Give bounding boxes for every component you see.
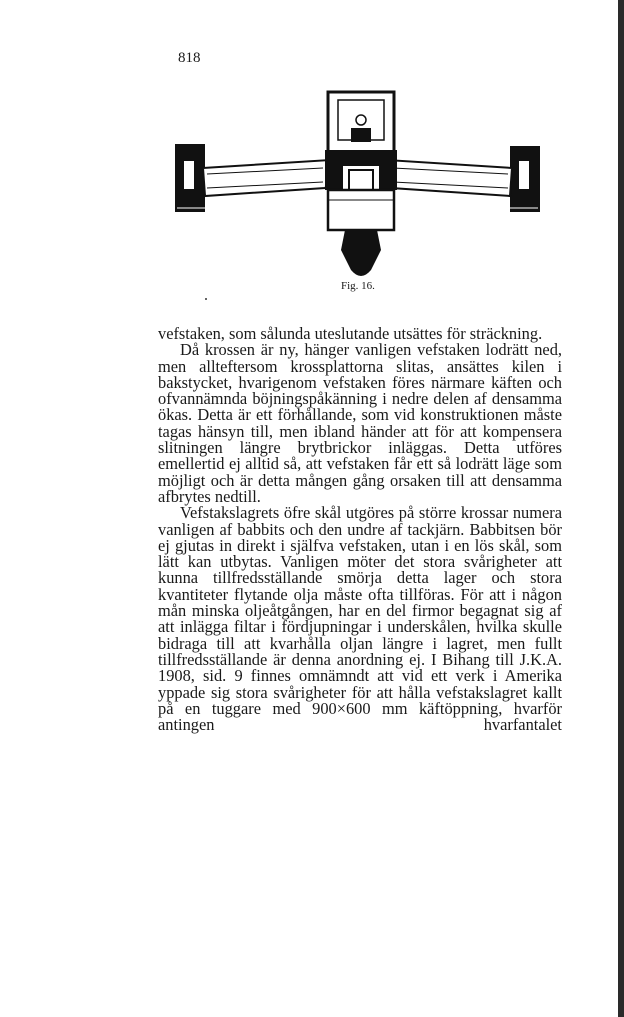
paragraph: Då krossen är ny, hänger vanligen vefstaken lodrätt ned, men allteftersom krossplattorna slitas, ansättes kilen i bakstycket, hvarigenom vefstaken föres närmare käften och ofvannämnda böjningspåkänning i nedre delen af densamma ökas. Detta är ett förhållande, som vid konstruktionen måste tagas hänsyn till, men ibland händer att för att kompensera slitningen längre brytbrickor inläggas. Detta utföres emellertid ej alltid så, att vefstaken får ett så lodrätt läge som möjligt och är detta mången gång orsaken till att densamma afbrytes nedtill. <box>158 340 562 506</box>
figure-16-illustration <box>175 90 540 280</box>
left-pedestal <box>175 144 205 212</box>
paragraph: vefstaken, som sålunda uteslutande utsättes för sträckning. <box>158 324 543 343</box>
left-arm <box>203 160 335 196</box>
central-housing <box>325 92 397 276</box>
right-arm <box>381 160 512 196</box>
figure-caption: Fig. 16. <box>341 280 375 292</box>
print-speck <box>205 298 207 300</box>
page-number: 818 <box>178 50 201 66</box>
page-edge-shadow <box>618 0 624 1017</box>
right-pedestal <box>510 146 540 212</box>
paragraph: Vefstakslagrets öfre skål utgöres på större krossar numera vanligen af babbits och den undre af tackjärn. Babbitsen bör ej gjutas in direkt i själfva vefstaken, utan i en lös skål, som lätt kan utbytas. Vanligen möter det stora svårigheter att kunna tillfredsställande smörja detta lager och stora kvantiteter flytande olja måste ofta tillföras. För att i någon mån minska oljeåtgången, har en del firmor begagnat sig af att inlägga filtar i fördjupningar i underskålen, hvilka skulle bidraga till att kvarhålla oljan längre i lagret, men fullt tillfredsställande är denna anordning ej. I Bihang till J.K.A. 1908, sid. 9 finnes omnämndt att vid ett verk i Amerika yppade sig stora svårigheter för att hålla vefstakslagret kallt på en tuggare med 900×600 mm käftöppning, hvarför antingen hvarfantalet <box>158 503 562 735</box>
body-text <box>158 326 562 733</box>
